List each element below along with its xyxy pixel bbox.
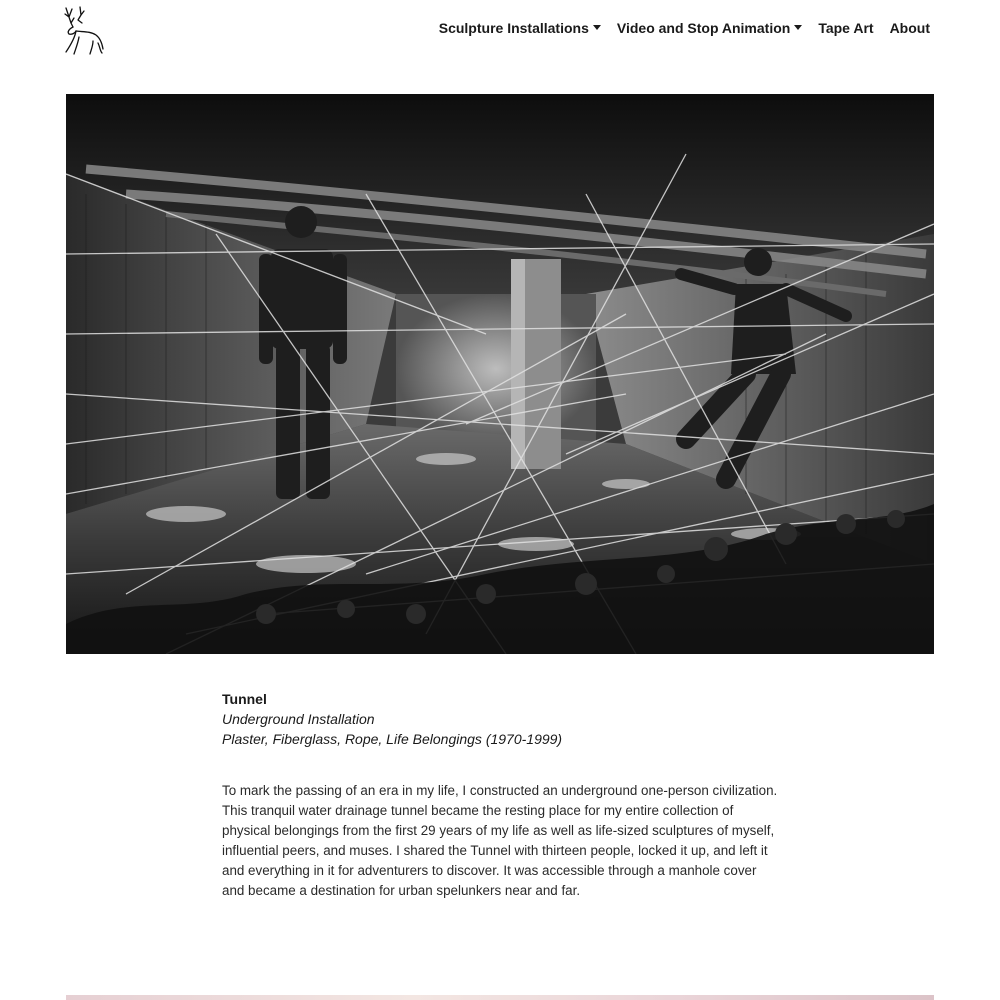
next-artwork-photo[interactable]	[66, 995, 934, 1000]
artwork-photo[interactable]	[66, 94, 934, 654]
artwork-materials: Plaster, Fiberglass, Rope, Life Belongings (1970-1999)	[222, 731, 563, 747]
nav-about[interactable]	[890, 20, 930, 36]
nav-label: Sculpture Installations	[438, 20, 589, 36]
artwork-caption	[222, 689, 782, 749]
nav-label: About	[889, 20, 930, 36]
nav-tape-art[interactable]	[818, 20, 873, 36]
caret-down-icon	[593, 25, 601, 30]
nav-label: Video and Stop Animation	[616, 20, 791, 36]
nav-video-and-stop-animation[interactable]	[617, 20, 802, 36]
main-nav	[439, 20, 930, 36]
nav-sculpture-installations[interactable]	[439, 20, 601, 36]
artwork-description: To mark the passing of an era in my life, I constructed an underground one-person civilization. This tranquil water drainage tunnel became the resting place for my entire collection of physical belongings from the first 29 years of my life as well as life-sized sculptures of myself, influential peers, and muses. I shared the Tunnel with thirteen people, locked it up, and left it and everything in it for adventurers to discover. It was accessible through a manhole cover and became a destination for urban spelunkers near and far.	[222, 783, 778, 898]
site-header	[0, 0, 1000, 60]
artwork-type: Underground Installation	[222, 711, 375, 727]
tunnel-photo-illustration	[66, 94, 934, 654]
deer-logo-icon[interactable]	[60, 5, 106, 55]
nav-label: Tape Art	[818, 20, 874, 36]
caret-down-icon	[794, 25, 802, 30]
artwork-title: Tunnel	[222, 691, 267, 707]
